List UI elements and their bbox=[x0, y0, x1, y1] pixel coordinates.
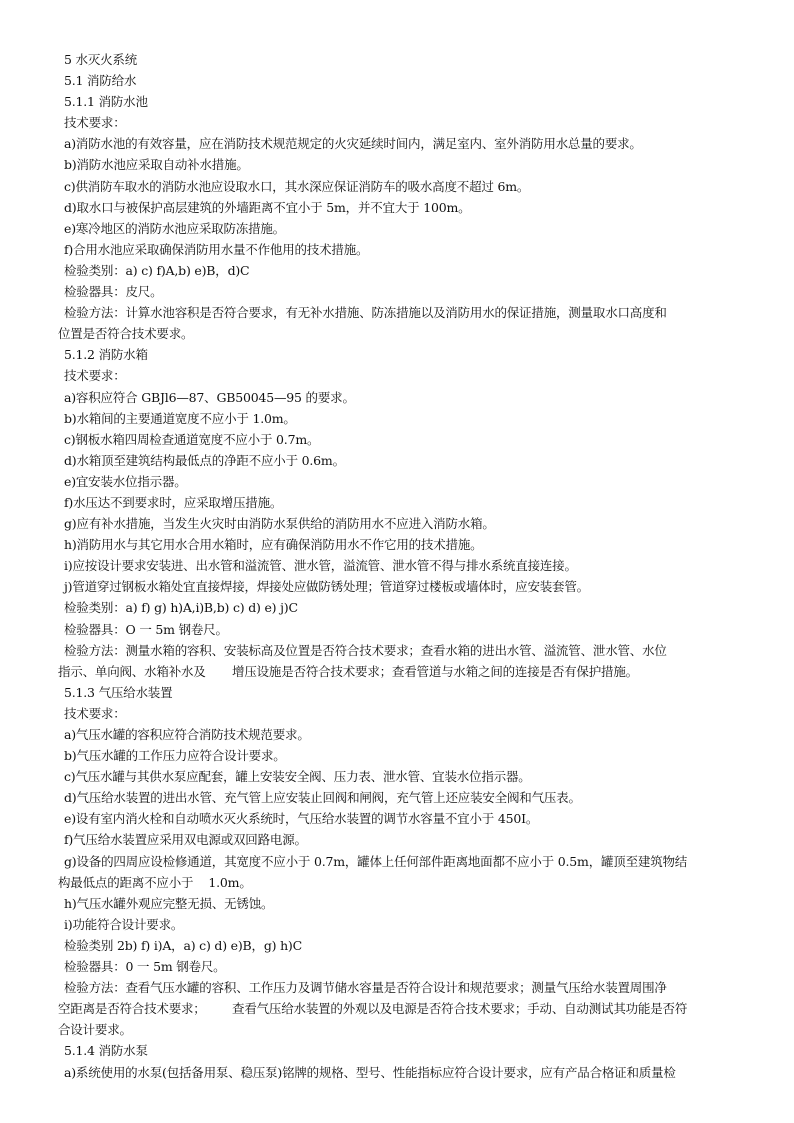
inspection-tools: 检验器具：0 一 5m 钢卷尺。 bbox=[64, 959, 226, 975]
requirement-item: i)应按设计要求安装进、出水管和溢流管、泄水管，溢流管、泄水管不得与排水系统直接连接。 bbox=[64, 558, 577, 574]
requirement-item: f)气压给水装置应采用双电源或双回路电源。 bbox=[64, 832, 307, 848]
subsubsection-heading: 5.1.4 消防水泵 bbox=[64, 1043, 148, 1059]
requirement-item: a)容积应符合 GBJl6—87、GB50045—95 的要求。 bbox=[64, 389, 355, 405]
requirement-item: i)功能符合设计要求。 bbox=[64, 916, 184, 932]
requirement-item: b)气压水罐的工作压力应符合设计要求。 bbox=[64, 748, 286, 764]
requirement-item: f)合用水池应采取确保消防用水量不作他用的技术措施。 bbox=[64, 241, 369, 257]
requirement-item: a)系统使用的水泵(包括备用泵、稳压泵)铭牌的规格、型号、性能指标应符合设计要求，应有产品合格证和质量检 bbox=[64, 1064, 676, 1080]
requirement-item: e)设有室内消火栓和自动喷水灭火系统时，气压给水装置的调节水容量不宜小于 450I。 bbox=[64, 811, 539, 827]
requirement-item: d)水箱顶至建筑结构最低点的净距不应小于 0.6m。 bbox=[64, 452, 345, 468]
requirement-item: a)消防水池的有效容量，应在消防技术规范规定的火灾延续时间内，满足室内、室外消防用水总量的要求。 bbox=[64, 136, 642, 152]
subsection-heading: 5.1 消防给水 bbox=[64, 73, 137, 89]
inspection-method-continued: 位置是否符合技术要求。 bbox=[58, 326, 194, 342]
requirement-item: j)管道穿过钢板水箱处宜直接焊接，焊接处应做防锈处理；管道穿过楼板或墙体时，应安装套管。 bbox=[64, 579, 589, 595]
requirement-item: f)水压达不到要求时，应采取增压措施。 bbox=[64, 494, 283, 510]
inspection-method-continued: 指示、单向阀、水箱补水及 增压设施是否符合技术要求；查看管道与水箱之间的连接是否有保护措施。 bbox=[58, 663, 638, 679]
requirement-item: a)气压水罐的容积应符合消防技术规范要求。 bbox=[64, 727, 310, 742]
requirement-item: h)消防用水与其它用水合用水箱时，应有确保消防用水不作它用的技术措施。 bbox=[64, 537, 483, 553]
requirement-item: e)宜安装水位指示器。 bbox=[64, 473, 187, 489]
requirement-item: b)水箱间的主要通道宽度不应小于 1.0m。 bbox=[64, 410, 296, 426]
inspection-category: 检验类别：a) c) f)A,b) e)B，d)C bbox=[64, 262, 250, 278]
inspection-tools: 检验器具：O 一 5m 钢卷尺。 bbox=[64, 621, 228, 637]
requirement-item-continued: 构最低点的距离不应小于 1.0m。 bbox=[58, 874, 252, 890]
inspection-category: 检验类别 2b) f) i)A，a) c) d) e)B，g) h)C bbox=[64, 937, 302, 953]
section-heading: 5 水灭火系统 bbox=[64, 52, 138, 67]
subsubsection-heading: 5.1.3 气压给水装置 bbox=[64, 684, 173, 700]
requirement-item: e)寒冷地区的消防水池应采取防冻措施。 bbox=[64, 220, 285, 236]
requirement-item: c)气压水罐与其供水泵应配套，罐上安装安全阀、压力表、泄水管、宜装水位指示器。 bbox=[64, 769, 531, 785]
requirement-item: d)取水口与被保护高层建筑的外墙距离不宜小于 5m，并不宜大于 100m。 bbox=[64, 199, 471, 215]
inspection-method-continued: 合设计要求。 bbox=[58, 1022, 132, 1038]
requirement-item: d)气压给水装置的进出水管、充气管上应安装止回阀和闸阀，充气管上还应装安全阀和气压表。 bbox=[64, 790, 581, 806]
inspection-method: 检验方法：查看气压水罐的容积、工作压力及调节储水容量是否符合设计和规范要求；测量气压给水装置周围净 bbox=[64, 980, 667, 996]
requirement-item: g)应有补水措施，当发生火灾时由消防水泵供给的消防用水不应进入消防水箱。 bbox=[64, 516, 495, 532]
requirement-item: b)消防水池应采取自动补水措施。 bbox=[64, 157, 249, 173]
requirements-label: 技术要求： bbox=[64, 115, 126, 131]
requirements-label: 技术要求： bbox=[64, 705, 126, 721]
requirements-label: 技术要求： bbox=[64, 368, 126, 384]
subsubsection-heading: 5.1.1 消防水池 bbox=[64, 94, 148, 110]
inspection-method: 检验方法：计算水池容积是否符合要求，有无补水措施、防冻措施以及消防用水的保证措施，测量取水口高度和 bbox=[64, 305, 667, 321]
requirement-item: h)气压水罐外观应完整无损、无锈蚀。 bbox=[64, 895, 274, 911]
requirement-item: g)设备的四周应设检修通道，其宽度不应小于 0.7m，罐体上任何部件距离地面都不应小于 0.5m，罐顶至建筑物结 bbox=[64, 853, 688, 869]
inspection-tools: 检验器具：皮尺。 bbox=[64, 284, 163, 300]
subsubsection-heading: 5.1.2 消防水箱 bbox=[64, 347, 148, 363]
inspection-method-continued: 空距离是否符合技术要求； 查看气压给水装置的外观以及电源是否符合技术要求；手动、自动测试其功能是否符 bbox=[58, 1001, 688, 1017]
requirement-item: c)钢板水箱四周检查通道宽度不应小于 0.7m。 bbox=[64, 431, 320, 447]
inspection-category: 检验类别：a) f) g) h)A,i)B,b) c) d) e) j)C bbox=[64, 600, 298, 616]
requirement-item: c)供消防车取水的消防水池应设取水口，其水深应保证消防车的吸水高度不超过 6m。 bbox=[64, 178, 530, 194]
inspection-method: 检验方法：测量水箱的容积、安装标高及位置是否符合技术要求；查看水箱的进出水管、溢流管、泄水管、水位 bbox=[64, 642, 667, 658]
